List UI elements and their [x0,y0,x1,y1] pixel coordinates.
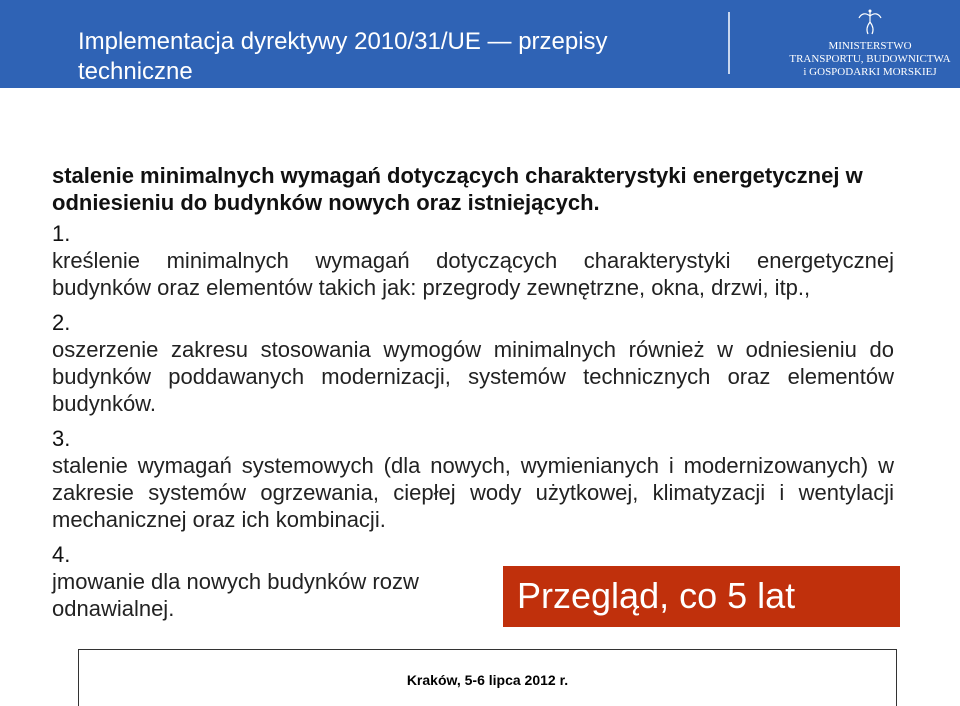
item-number-3: 3. [52,426,71,451]
callout-box [503,566,900,627]
header-banner [0,0,960,88]
item-number-4: 4. [52,542,71,567]
lead-paragraph: stalenie minimalnych wymagań dotyczących charakterystyki energetycznej w odniesieniu do budynków nowych oraz istniejących. [52,163,863,215]
footer-frame [78,649,897,706]
ministry-line-1: MINISTERSTWO [828,40,912,52]
ministry-logo-text [780,40,960,79]
header-divider [728,12,730,74]
item-text-2: oszerzenie zakresu stosowania wymogów minimalnych również w odniesieniu do budynków poddawanych modernizacji, systemów technicznych oraz elementów budynków. [52,337,894,416]
eagle-emblem-icon [852,6,888,42]
ministry-line-3: i GOSPODARKI MORSKIEJ [803,66,937,78]
footer-date: Kraków, 5-6 lipca 2012 r. [406,672,569,688]
slide-title: Implementacja dyrektywy 2010/31/UE — przepisy techniczne [78,28,608,85]
item-text-1: kreślenie minimalnych wymagań dotyczących charakterystyki energetycznej budynków oraz elementów takich jak: przegrody zewnętrzne, okna, drzwi, itp., [52,248,894,300]
ministry-line-2: TRANSPORTU, BUDOWNICTWA [789,53,951,65]
item-number-2: 2. [52,310,71,335]
slide-content [52,162,894,630]
item-text-4: jmowanie dla nowych budynków rozw odnawialnej. [52,569,419,621]
item-number-1: 1. [52,221,71,246]
item-text-3: stalenie wymagań systemowych (dla nowych, wymienianych i modernizowanych) w zakresie systemów ogrzewania, ciepłej wody użytkowej, klimatyzacji i wentylacji mechanicznej oraz ich kombinacji. [52,453,894,532]
callout-text: Przegląd, co 5 lat [517,575,796,616]
